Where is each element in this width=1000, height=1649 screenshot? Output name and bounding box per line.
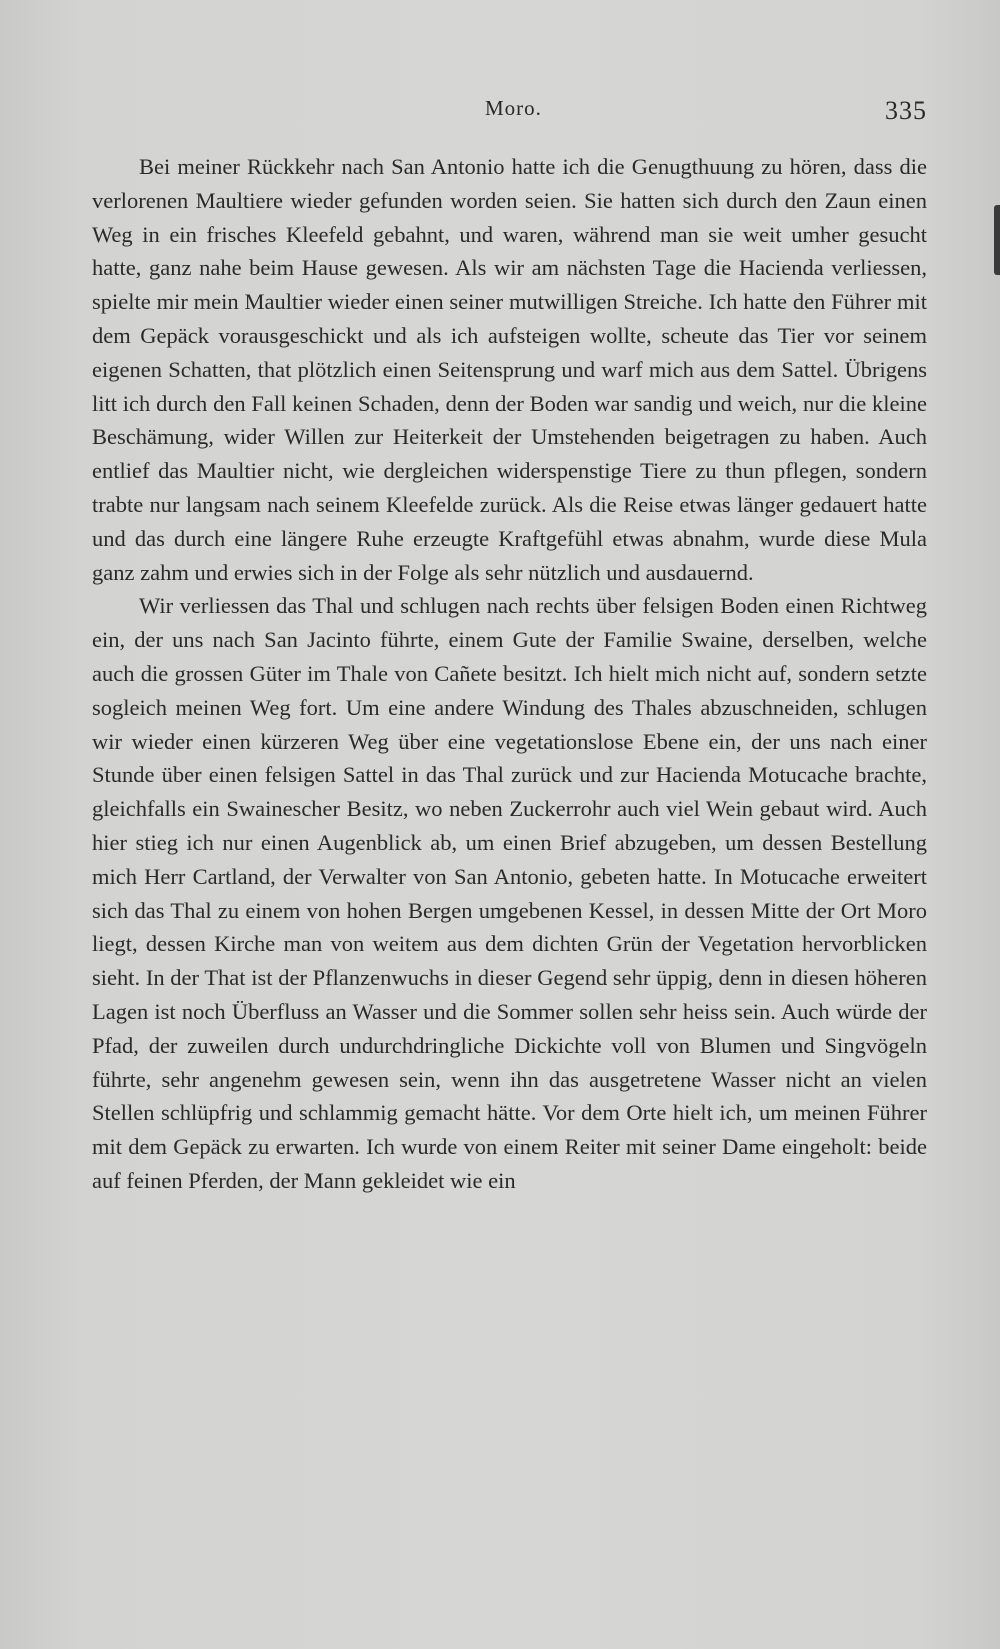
paragraph: Wir verliessen das Thal und schlugen nach rechts über felsigen Boden einen Richtweg ein, der uns nach San Jacinto führte, einem Gute der Familie Swaine, derselben, welche auch die grossen Güter im Thale von Cañete besitzt. Ich hielt mich nicht auf, sondern setzte sogleich meinen Weg fort. Um eine andere Windung des Thales abzuschneiden, schlugen wir wieder einen kürzeren Weg über eine vegetationslose Ebene ein, der uns nach einer Stunde über einen felsigen Sattel in das Thal zurück und zur Hacienda Motucache brachte, gleichfalls ein Swainescher Besitz, wo neben Zuckerrohr auch viel Wein gebaut wird. Auch hier stieg ich nur einen Augenblick ab, um einen Brief abzugeben, um dessen Bestellung mich Herr Cartland, der Verwalter von San Antonio, gebeten hatte. In Motucache erweitert sich das Thal zu einem von hohen Bergen umgebenen Kessel, in dessen Mitte der Ort Moro liegt, dessen Kirche man von weitem aus dem dichten Grün der Vegetation hervorblicken sieht. In der That ist der Pflanzenwuchs in dieser Gegend sehr üppig, denn in diesen höheren Lagen ist noch Überfluss an Wasser und die Sommer sollen sehr heiss sein. Auch würde der Pfad, der zuweilen durch undurchdringliche Dickichte voll von Blumen und Singvögeln führte, sehr angenehm gewesen sein, wenn ihn das ausgetretene Wasser nicht an vielen Stellen schlüpfrig und schlammig gemacht hätte. Vor dem Orte hielt ich, um meinen Führer mit dem Gepäck zu erwarten. Ich wurde von einem Reiter mit seiner Dame eingeholt: beide auf feinen Pferden, der Mann gekleidet wie ein [92, 593, 927, 1193]
page-number: 335 [885, 96, 927, 125]
running-head: Moro. [485, 96, 542, 120]
page-edge-mark [994, 205, 1000, 275]
page-header [92, 90, 927, 130]
body-text [92, 150, 927, 1198]
paragraph: Bei meiner Rückkehr nach San Antonio hatte ich die Genugthuung zu hören, dass die verlorenen Maultiere wieder gefunden worden seien. Sie hatten sich durch den Zaun einen Weg in ein frisches Kleefeld gebahnt, und waren, während man sie weit umher gesucht hatte, ganz nahe beim Hause gewesen. Als wir am nächsten Tage die Hacienda verliessen, spielte mir mein Maultier wieder einen seiner mutwilligen Streiche. Ich hatte den Führer mit dem Gepäck vorausgeschickt und als ich aufsteigen wollte, scheute das Tier vor seinem eigenen Schatten, that plötzlich einen Seitensprung und warf mich aus dem Sattel. Übrigens litt ich durch den Fall keinen Schaden, denn der Boden war sandig und weich, nur die kleine Beschämung, wider Willen zur Heiterkeit der Umstehenden beigetragen zu haben. Auch entlief das Maultier nicht, wie dergleichen widerspenstige Tiere zu thun pflegen, sondern trabte nur langsam nach seinem Kleefelde zurück. Als die Reise etwas länger gedauert hatte und das durch eine längere Ruhe erzeugte Kraftgefühl etwas abnahm, wurde diese Mula ganz zahm und erwies sich in der Folge als sehr nützlich und ausdauernd. [92, 154, 927, 585]
